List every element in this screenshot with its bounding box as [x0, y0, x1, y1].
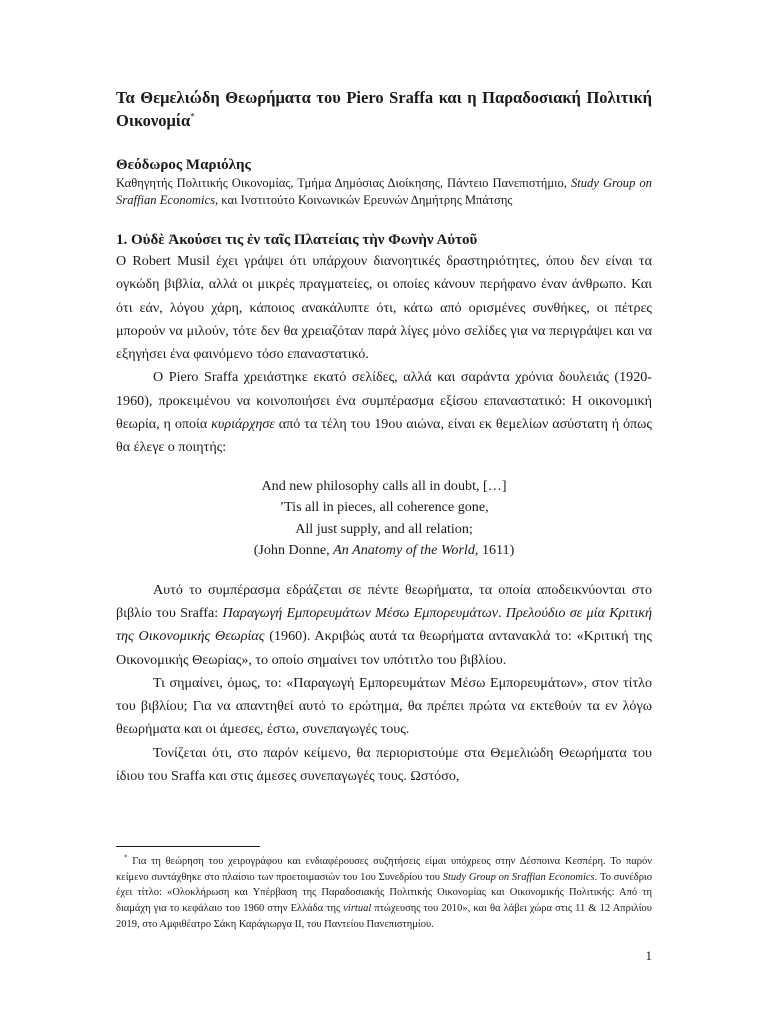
- footnote-separator: [116, 846, 260, 847]
- paragraph-3-part-a: Αυτό το συμπέρασμα εδράζεται σε πέντε θεωρήματα, τα οποία αποδεικνύονται στο βιβλίο του Sraffa:: [116, 581, 652, 621]
- paragraph-3-part-b: (1960). Ακριβώς αυτά τα θεωρήματα αντανακλά το: «Κριτική της Οικονομικής Θεωρίας», το οποίο σημαίνει τον υπότιτλο του βιβλίου.: [116, 628, 652, 668]
- author-affiliation: [116, 175, 652, 209]
- title-footnote-marker: *: [190, 111, 195, 122]
- verse-quote: [116, 476, 652, 562]
- paragraph-2: [116, 366, 652, 459]
- verse-citation: [116, 540, 652, 562]
- affiliation-study-group: Study Group on Sraffian Economics: [116, 176, 652, 207]
- footnote-part-b: . Το συνέδριο έχει τίτλο: «Ολοκλήρωση και Υπέρβαση της Παραδοσιακής Πολιτικής Οικονομίας και Οικονομικής Πολιτικής: Από τη διαμάχη για το κεφάλαιο του 1960 στην Ελλάδα της: [116, 871, 653, 915]
- paragraph-1: Ο Robert Musil έχει γράψει ότι υπάρχουν διανοητικές δραστηριότητες, όπου δεν είναι τα ογκώδη βιβλία, αλλά οι μικρές πραγματείες, οι οποίες κάνουν περήφανο έναν άνθρωπο. Και ότι εάν, λόγου χάρη, κάποιος ανακάλυπτε ότι, κάτω από ορισμένες συνθήκες, οι πέτρες μπορούν να μιλούν, τότε δεν θα χρειαζόταν παρά λίγες μόνο σελίδες για να περιγράψει και να εξηγήσει ένα φαινόμενο τόσο επαναστατικό.: [116, 253, 652, 363]
- section-heading: 1. Οὐδὲ Ἀκούσει τις ἐν ταῖς Πλατείαις τὴν Φωνὴν Αὐτοῦ: [116, 232, 478, 248]
- paragraph-2-italic: κυριάρχησε: [211, 416, 275, 433]
- document-title-text: Τα Θεμελιώδη Θεωρήματα του Piero Sraffa και η Παραδοσιακή Πολιτική Οικονομία: [116, 88, 652, 130]
- paragraph-3-dot: .: [497, 604, 506, 621]
- paragraph-5: Τονίζεται ότι, στο παρόν κείμενο, θα περιοριστούμε στα Θεμελιώδη Θεωρήματα του ίδιου του Sraffa και στις άμεσες συνεπαγωγές τους. Ωστόσο,: [116, 744, 652, 785]
- footnote-part-a: Για τη θεώρηση του χειρογράφου και ενδιαφέρουσες συζητήσεις είμαι υπόχρεος στην Δέσποινα Κεσπέρη. Το παρόν κείμενο συντάχθηκε στο πλαίσιο των προετοιμασιών του 1ου Συνεδρίου του: [116, 856, 652, 883]
- footnote-virtual: virtual: [343, 903, 372, 915]
- affiliation-part-1: Καθηγητής Πολιτικής Οικονομίας, Τμήμα Δημόσιας Διοίκησης, Πάντειο Πανεπιστήμιο,: [116, 176, 567, 190]
- verse-line-1: And new philosophy calls all in doubt, […]: [261, 477, 507, 494]
- paragraph-2-part-a: Ο Piero Sraffa χρειάστηκε εκατό σελίδες, αλλά και σαράντα χρόνια δουλειάς (1920-1960), προκειμένου να κοινοποιήσει ένα συμπέρασμα εξίσου επαναστατικό: Η οικονομική θεωρία, η οποία: [116, 369, 652, 433]
- document-title: [116, 86, 652, 132]
- paragraph-3: [116, 579, 652, 672]
- footnote: [116, 854, 652, 933]
- verse-citation-work: An Anatomy of the World: [333, 542, 475, 559]
- verse-line-3: All just supply, and all relation;: [295, 520, 473, 537]
- paragraph-4: Τι σημαίνει, όμως, το: «Παραγωγή Εμπορευμάτων Μέσω Εμπορευμάτων», στον τίτλο του βιβλίου; Για να απαντηθεί αυτό το ερώτημα, θα πρέπει πρώτα να εκτεθούν τα εν λόγω θεωρήματα και οι άμεσες, έστω, συνεπαγωγές τους.: [116, 674, 652, 738]
- page-number: 1: [645, 948, 652, 963]
- paragraph-2-part-b: από τα τέλη του 19ου αιώνα, είναι εκ θεμελίων ασύστατη ή όπως θα έλεγε ο ποιητής:: [116, 416, 652, 456]
- footnote-part-c: πτώχευσης του 2010», και θα λάβει χώρα στις 11 & 12 Απριλίου 2019, στο Αμφιθέατρο Σάκη Καράγιωργα ΙΙ, του Παντείου Πανεπιστημίου.: [116, 903, 653, 930]
- paragraph-3-book-title: Παραγωγή Εμπορευμάτων Μέσω Εμπορευμάτων: [222, 604, 498, 621]
- document-body: [116, 86, 652, 788]
- verse-citation-part-a: (John Donne,: [253, 542, 334, 559]
- verse-line-2: ’Tis all in pieces, all coherence gone,: [279, 499, 489, 516]
- verse-citation-part-b: , 1611): [474, 542, 515, 559]
- footnote-marker: *: [124, 853, 128, 862]
- author-name: Θεόδωρος Μαριόλης: [116, 157, 251, 173]
- affiliation-part-2: , και Ινστιτούτο Κοινωνικών Ερευνών Δημήτρης Μπάτσης: [215, 193, 513, 207]
- paragraph-3-book-subtitle: Πρελούδιο σε μία Κριτική της Οικονομικής Θεωρίας: [116, 604, 653, 645]
- footnote-study-group: Study Group on Sraffian Economics: [442, 871, 595, 883]
